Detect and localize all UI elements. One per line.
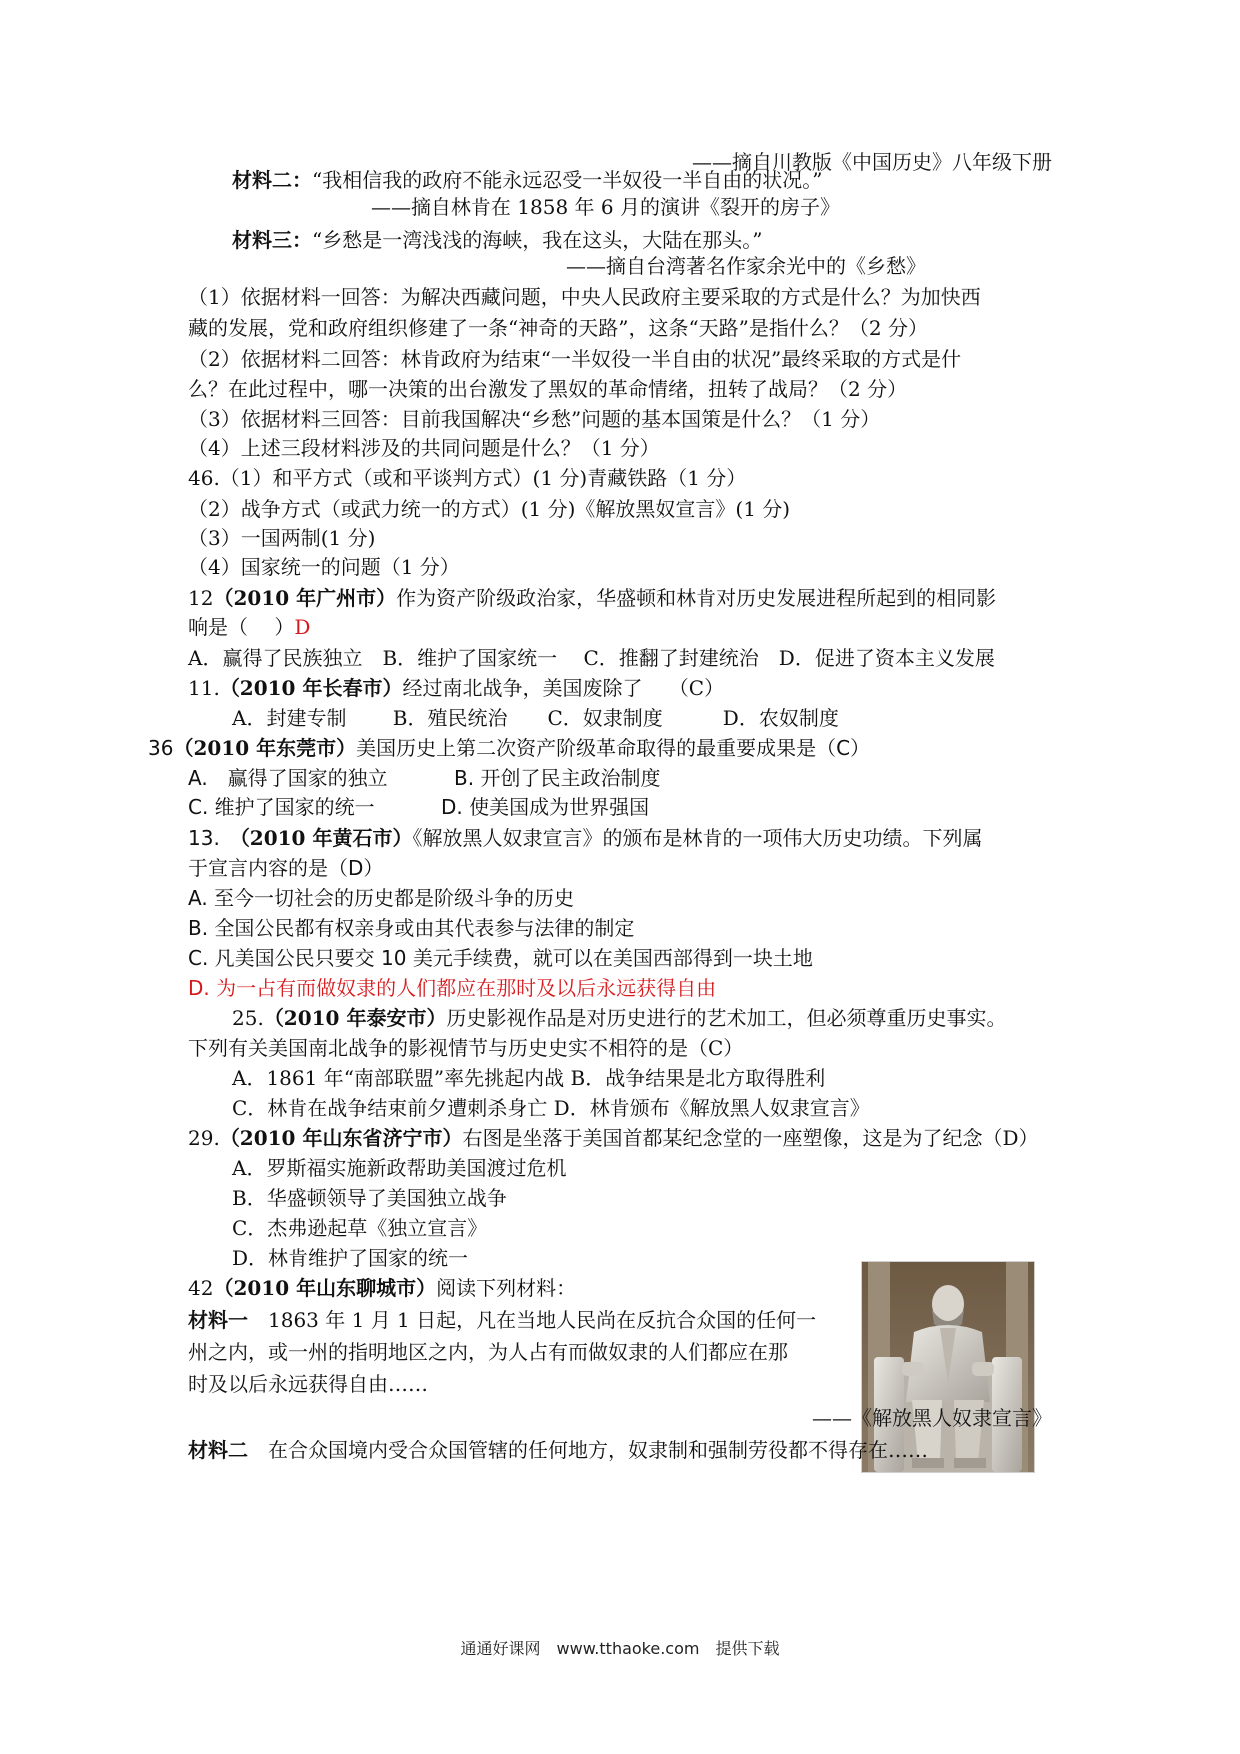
question-36 — [148, 734, 870, 762]
material-label: 材料一 — [188, 1308, 248, 1332]
question-11 — [188, 674, 724, 702]
question-number: 36 — [148, 736, 174, 760]
answer-mark: D — [294, 615, 311, 639]
question-source: （2010 年黄石市） — [239, 826, 413, 850]
material-text: “乡愁是一湾浅浅的海峡，我在这头，大陆在那头。” — [312, 228, 763, 252]
question-42 — [188, 1274, 576, 1302]
option-a: A. 至今一切社会的历史都是阶级斗争的历史 — [188, 886, 575, 910]
question-line: （4）上述三段材料涉及的共同问题是什么？（1 分） — [188, 436, 660, 460]
source-line: ——摘自川教版《中国历史》八年级下册 — [692, 150, 1052, 174]
material-text: “我相信我的政府不能永远忍受一半奴役一半自由的状况。” — [312, 168, 823, 192]
material-text: 在合众国境内受合众国管辖的任何地方，奴隶制和强制劳役都不得存在…… — [248, 1438, 928, 1462]
question-number: 25. — [232, 1006, 264, 1030]
question-text: 美国历史上第二次资产阶级革命取得的最重要成果是（C） — [356, 736, 871, 760]
question-number: 13. — [188, 826, 240, 850]
question-line: （2）依据材料二回答：林肯政府为结束“一半奴役一半自由的状况”最终采取的方式是什 — [188, 347, 962, 371]
material-label: 材料二 — [188, 1438, 248, 1462]
option-b: B．华盛顿领导了美国独立战争 — [232, 1186, 507, 1210]
question-12 — [188, 584, 996, 612]
option-d: D．林肯维护了国家的统一 — [232, 1246, 469, 1270]
question-source: （2010 年泰安市） — [263, 1006, 447, 1030]
question-text: 响是（ ） — [188, 615, 295, 639]
question-number: 29. — [188, 1126, 220, 1150]
question-line: 么？在此过程中，哪一决策的出台激发了黑奴的革命情绪，扭转了战局？（2 分） — [188, 377, 908, 401]
page-footer: 通通好课网 www.tthaoke.com 提供下载 — [460, 1639, 780, 1658]
question-line — [188, 613, 310, 641]
question-29 — [188, 1124, 1039, 1152]
material-2-q42 — [188, 1436, 928, 1464]
option-b: B. 全国公民都有权亲身或由其代表参与法律的制定 — [188, 916, 635, 940]
material-text: 时及以后永远获得自由…… — [188, 1372, 428, 1396]
options-line: A. 赢得了国家的独立 B. 开创了民主政治制度 — [188, 766, 661, 790]
answer-line: （4）国家统一的问题（1 分） — [188, 555, 460, 579]
material-3 — [232, 226, 762, 254]
options-line: C. 维护了国家的统一 D. 使美国成为世界强国 — [188, 795, 650, 819]
options-line: A．封建专制 B．殖民统治 C．奴隶制度 D．农奴制度 — [232, 706, 839, 730]
source-line: ——摘自林肯在 1858 年 6 月的演讲《裂开的房子》 — [370, 195, 840, 219]
question-source: （2010 年长春市） — [219, 676, 403, 700]
options-line: A．1861 年“南部联盟”率先挑起内战 B．战争结果是北方取得胜利 — [232, 1066, 826, 1090]
question-source: （2010 年山东省济宁市） — [219, 1126, 463, 1150]
question-source: （2010 年东莞市） — [173, 736, 357, 760]
question-text: 经过南北战争，美国废除了 （C） — [402, 676, 725, 700]
source-line: ——摘自台湾著名作家余光中的《乡愁》 — [566, 254, 926, 278]
question-number: 11. — [188, 676, 220, 700]
question-line: 藏的发展，党和政府组织修建了一条“神奇的天路”，这条“天路”是指什么？（2 分） — [188, 316, 928, 340]
options-line: A．赢得了民族独立 B．维护了国家统一 C．推翻了封建统治 D．促进了资本主义发展 — [188, 646, 995, 670]
answer-line: （2）战争方式（或武力统一的方式）(1 分)《解放黑奴宣言》(1 分) — [188, 497, 791, 521]
question-line: 于宣言内容的是（D） — [188, 856, 384, 880]
question-number: 42 — [188, 1276, 214, 1300]
question-text: 《解放黑人奴隶宣言》的颁布是林肯的一项伟大历史功绩。下列属 — [412, 826, 983, 850]
question-text: 右图是坐落于美国首都某纪念堂的一座塑像，这是为了纪念（D） — [462, 1126, 1039, 1150]
option-d-answer: D. 为一占有而做奴隶的人们都应在那时及以后永远获得自由 — [188, 976, 717, 1000]
material-label: 材料三： — [232, 228, 312, 252]
question-line: （3）依据材料三回答：目前我国解决“乡愁”问题的基本国策是什么？（1 分） — [188, 407, 881, 431]
question-line: （1）依据材料一回答：为解决西藏问题，中央人民政府主要采取的方式是什么？为加快西 — [188, 285, 981, 309]
question-number: 12 — [188, 586, 214, 610]
question-source: （2010 年广州市） — [213, 586, 397, 610]
question-text: 作为资产阶级政治家，华盛顿和林肯对历史发展进程所起到的相同影 — [396, 586, 997, 610]
material-text: 州之内，或一州的指明地区之内，为人占有而做奴隶的人们都应在那 — [188, 1340, 788, 1364]
answer-line: 46.（1）和平方式（或和平谈判方式）(1 分)青藏铁路（1 分） — [188, 466, 747, 490]
answer-line: （3）一国两制(1 分) — [188, 526, 376, 550]
material-text: 1863 年 1 月 1 日起，凡在当地人民尚在反抗合众国的任何一 — [248, 1308, 817, 1332]
question-13 — [188, 824, 982, 852]
option-c: C. 凡美国公民只要交 10 美元手续费，就可以在美国西部得到一块土地 — [188, 946, 813, 970]
options-line: C．林肯在战争结束前夕遭刺杀身亡 D．林肯颁布《解放黑人奴隶宣言》 — [232, 1096, 870, 1120]
question-source: （2010 年山东聊城市） — [213, 1276, 437, 1300]
question-text: 阅读下列材料： — [436, 1276, 577, 1300]
option-c: C．杰弗逊起草《独立宣言》 — [232, 1216, 488, 1240]
question-25 — [232, 1004, 1006, 1032]
question-text: 历史影视作品是对历史进行的艺术加工，但必须尊重历史事实。 — [446, 1006, 1007, 1030]
material-label: 材料二： — [232, 168, 312, 192]
material-1 — [188, 1306, 816, 1334]
source-line: ——《解放黑人奴隶宣言》 — [812, 1406, 1052, 1430]
question-line: 下列有关美国南北战争的影视情节与历史史实不相符的是（C） — [188, 1036, 744, 1060]
option-a: A．罗斯福实施新政帮助美国渡过危机 — [232, 1156, 567, 1180]
material-2 — [232, 166, 822, 194]
